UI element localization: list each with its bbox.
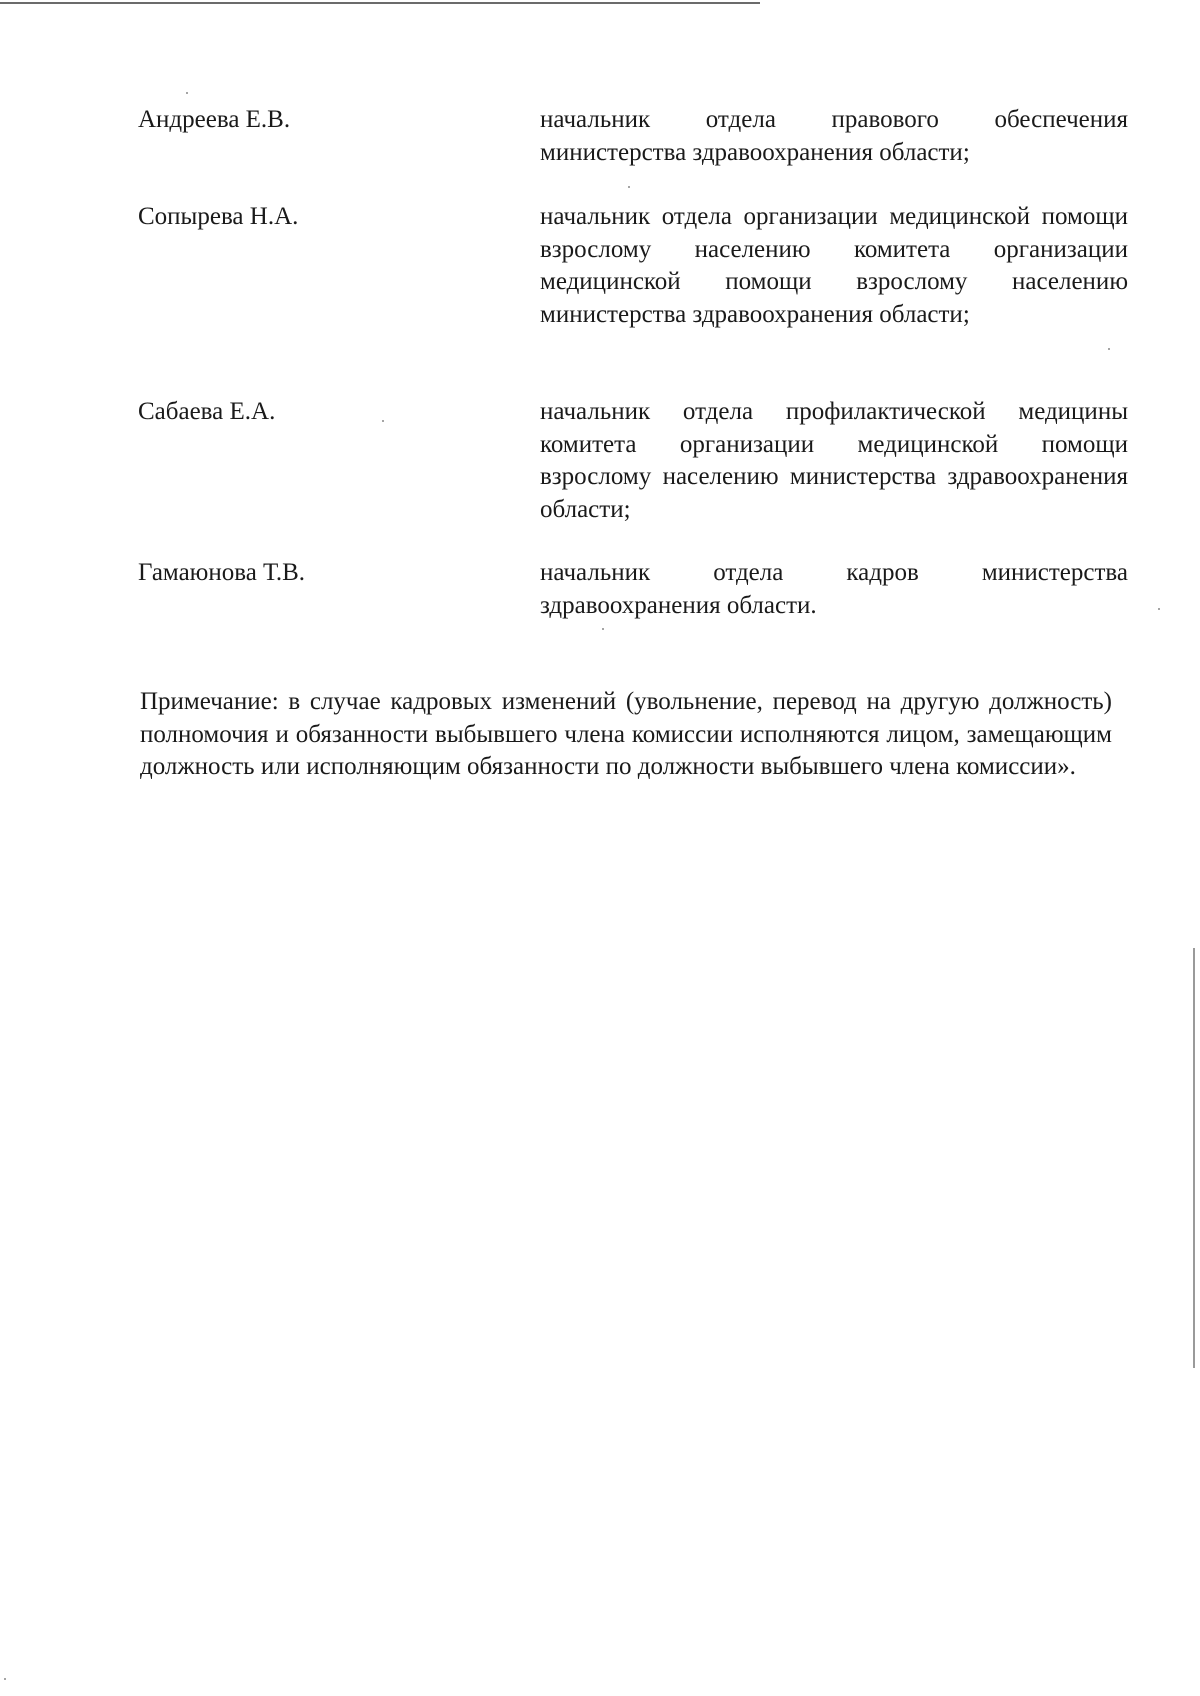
scan-right-edge <box>1193 948 1195 1368</box>
member-name: Андреева Е.В. <box>138 106 291 133</box>
member-role: начальник отдела кадров министерства здравоохранения области. <box>540 559 1128 619</box>
scan-top-rule <box>0 2 760 4</box>
member-name: Сабаева Е.А. <box>138 398 276 425</box>
note-paragraph: Примечание: в случае кадровых изменений (увольнение, перевод на другую должность) полномочия и обязанности выбывшего члена комиссии исполняются лицом, замещающим должность или исполняющим обязанности по должности выбывшего члена комиссии». <box>140 688 1112 780</box>
member-role: начальник отдела организации медицинской помощи взрослому населению комитета организации медицинской помощи взрослому населению министерства здравоохранения области; <box>540 203 1128 328</box>
scan-speck <box>628 186 630 188</box>
scan-speck <box>186 92 188 94</box>
member-role: начальник отдела правового обеспечения министерства здравоохранения области; <box>540 106 1128 166</box>
scan-speck <box>1108 348 1110 350</box>
scan-speck <box>4 1678 6 1680</box>
scan-speck <box>1158 608 1160 610</box>
member-name: Сопырева Н.А. <box>138 203 299 230</box>
member-name: Гамаюнова Т.В. <box>138 559 305 586</box>
member-role: начальник отдела профилактической медицины комитета организации медицинской помощи взрослому населению министерства здравоохранения области; <box>540 398 1128 523</box>
scan-speck <box>602 628 604 630</box>
